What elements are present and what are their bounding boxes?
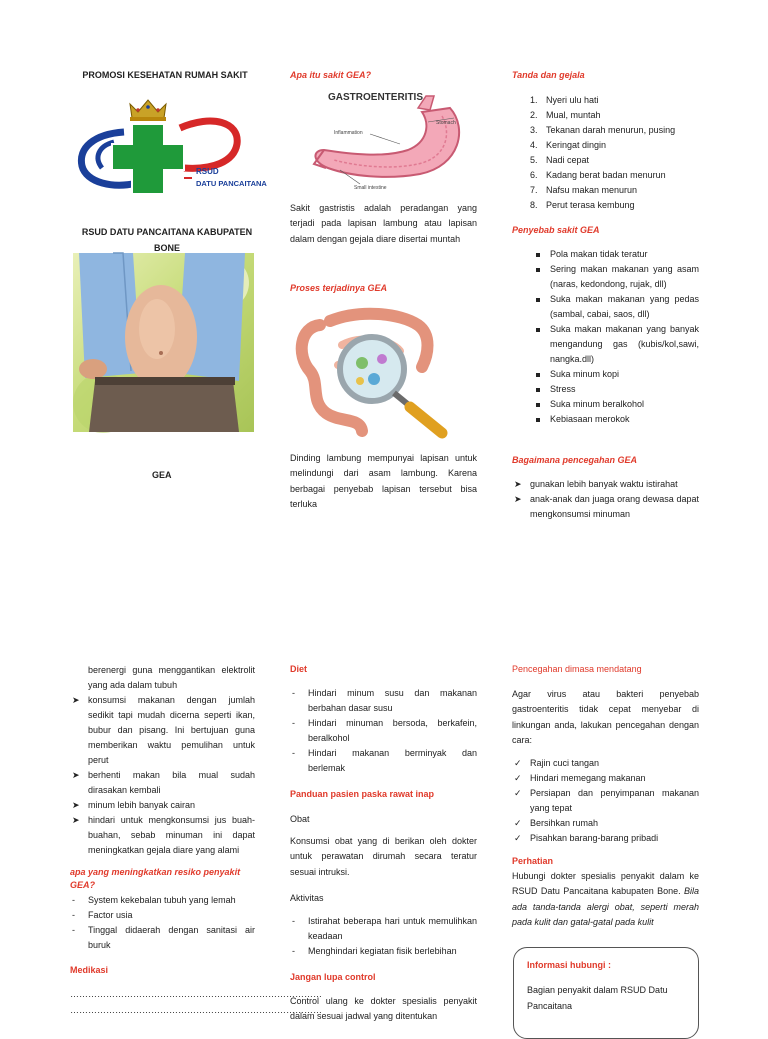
list-item: ➤ minum lebih banyak cairan <box>70 798 255 813</box>
attention-italic: Bila ada tanda-tanda alergi obat, seperti merah pada kulit dan gatal-gatal pada kulit <box>512 886 699 927</box>
list-item: 7. Nafsu makan menurun <box>530 185 638 195</box>
risk-list <box>70 893 255 953</box>
diagram-label-inflammation: Inflammation <box>334 130 363 136</box>
arrow-bullet-icon: ➤ <box>72 800 80 810</box>
contact-info-text: Bagian penyakit dalam RSUD Datu Pancaitana <box>527 985 668 1011</box>
list-item: ➤ berhenti makan bila mual sudah dirasakan kembali <box>72 770 255 795</box>
check-icon: ✓ <box>514 788 522 798</box>
list-item: Sering makan makanan yang asam (naras, kedondong, rujak, dll) <box>512 262 699 292</box>
list-item: Stress <box>512 382 699 397</box>
stomach-bloating-photo <box>73 253 254 432</box>
list-item: ➤ gunakan lebih banyak waktu istirahat <box>512 477 699 492</box>
risk-heading: apa yang meningkatkan resiko penyakit GEA? <box>70 867 241 890</box>
list-item: 5. Nadi cepat <box>530 155 590 165</box>
medication-heading: Medikasi <box>70 965 109 975</box>
list-item: 4. Keringat dingin <box>530 140 607 150</box>
gea-label: GEA <box>152 470 172 480</box>
list-item: Suka minum kopi <box>512 367 699 382</box>
causes-list <box>512 247 699 427</box>
list-item: ✓ Rajin cuci tangan <box>512 756 699 771</box>
attention-heading: Perhatian <box>512 856 554 866</box>
diagram-label-small-intestine: Small intestine <box>354 185 387 191</box>
prevention-heading: Bagaimana pencegahan GEA <box>512 455 638 465</box>
diet-heading: Diet <box>290 664 308 674</box>
hospital-name-line1: RSUD DATU PANCAITANA KABUPATEN <box>81 227 253 237</box>
header-promosi: PROMOSI KESEHATAN RUMAH SAKIT <box>82 70 248 80</box>
future-prevention-heading: Pencegahan dimasa mendatang <box>512 664 642 674</box>
list-item: Suka makan makanan yang banyak mengandung gas (kubis/kol,sawi, nangka.dll) <box>512 322 699 367</box>
list-item: ➤ konsumsi makanan dengan jumlah sedikit tapi mudah dicerna seperti ikan, bubur dan pisang. Ini bertujuan guna memberikan waktu pemulihan untuk perut <box>72 695 255 765</box>
medication-blank-line-1[interactable]: ………………………………………………………………………… <box>70 989 322 999</box>
diagram-label-stomach: Stomach <box>436 120 456 126</box>
list-item: - Tinggal didaerah dengan sanitasi air buruk <box>72 925 255 950</box>
list-item: - Hindari minum susu dan makanan berbahan dasar susu <box>292 688 477 713</box>
list-item: Pola makan tidak teratur <box>512 247 699 262</box>
medicine-subheading: Obat <box>290 814 310 824</box>
arrow-bullet-icon: ➤ <box>514 479 522 489</box>
continued-text: berenergi guna menggantikan elektrolit yang ada dalam tubuh <box>88 665 255 691</box>
prevention-list <box>512 477 699 522</box>
medication-blank-line-2[interactable]: ………………………………………………………………………… <box>70 1005 322 1015</box>
contact-info-title: Informasi hubungi : <box>527 960 611 970</box>
list-item: 3. Tekanan darah menurun, pusing <box>530 125 676 135</box>
list-item: ➤ anak-anak dan juaga orang dewasa dapat mengkonsumsi minuman <box>514 494 699 519</box>
question-what-is-gea: Apa itu sakit GEA? <box>290 70 372 80</box>
process-text: Dinding lambung mempunyai lapisan untuk melindungi dari asam lambung. Karena berbagai penyebab lapisan tersebut bisa terluka <box>290 453 477 509</box>
activity-subheading: Aktivitas <box>290 893 324 903</box>
crown-icon <box>130 100 166 121</box>
list-item: Suka minum beralkohol <box>512 397 699 412</box>
list-item: - Istirahat beberapa hari untuk memulihkan keadaan <box>292 916 477 941</box>
list-item: 2. Mual, muntah <box>530 110 601 120</box>
list-item: ✓ Hindari memegang makanan <box>512 771 699 786</box>
gea-definition: Sakit gastristis adalah peradangan yang terjadi pada lapisan lambung atau lapisan dalam dengan gejala diare disertai muntah <box>290 203 477 244</box>
arrow-bullet-icon: ➤ <box>72 770 80 780</box>
list-item: ➤ hindari untuk mengkonsumsi jus buah-buahan, sebab minuman ini dapat meningkatkan gejala diare yang alami <box>72 815 255 855</box>
diagram-title: GASTROENTERITIS <box>328 92 424 103</box>
process-heading: Proses terjadinya GEA <box>290 283 388 293</box>
hospital-name <box>72 224 262 256</box>
list-item: - Menghindari kegiatan fisik berlebihan <box>292 946 457 956</box>
list-item: ✓ Bersihkan rumah <box>512 816 699 831</box>
check-icon: ✓ <box>514 773 522 783</box>
control-heading: Jangan lupa control <box>290 972 376 982</box>
check-icon: ✓ <box>514 818 522 828</box>
check-icon: ✓ <box>514 833 522 843</box>
arrow-bullet-icon: ➤ <box>72 815 80 825</box>
signs-heading: Tanda dan gejala <box>512 70 585 80</box>
activity-list <box>290 914 477 959</box>
future-prevention-intro: Agar virus atau bakteri penyebab gastroenteritis tidak cepat menyebar di linkungan anda, lakukan pencegahan dengan cara: <box>512 689 699 745</box>
stomach-icon <box>314 96 459 177</box>
arrow-bullet-icon: ➤ <box>72 695 80 705</box>
list-item: - Hindari makanan berminyak dan berlemak <box>292 748 477 773</box>
attention-plain: Hubungi dokter spesialis penyakit dalam ke RSUD Datu Pancaitana kabupaten Bone. <box>512 871 699 897</box>
check-icon: ✓ <box>514 758 522 768</box>
prevention-checklist <box>512 756 699 846</box>
diet-list <box>290 686 477 776</box>
control-text: Control ulang ke dokter spesialis penyakit dalam sesuai jadwal yang ditentukan <box>290 996 477 1022</box>
contact-info-box <box>513 947 699 1039</box>
list-item: ✓ Persiapan dan penyimpanan makanan yang tepat <box>514 788 699 813</box>
attention-text <box>512 869 699 930</box>
list-item: 8. Perut terasa kembung <box>530 200 635 210</box>
logo-text-2: DATU PANCAITANA <box>196 179 267 188</box>
medicine-text: Konsumsi obat yang di berikan oleh dokter untuk perawatan dirumah secara teratur sesuai intruksi. <box>290 836 477 877</box>
logo-text-1: RSUD <box>196 167 219 176</box>
hospital-name-line2: BONE <box>153 243 180 253</box>
guide-heading: Panduan pasien paska rawat inap <box>290 789 435 799</box>
list-item: ✓ Pisahkan barang-barang pribadi <box>512 831 699 846</box>
list-item: Kebiasaan merokok <box>512 412 699 427</box>
list-item: - System kekebalan tubuh yang lemah <box>72 895 236 905</box>
hospital-logo <box>72 96 267 200</box>
arrow-bullet-icon: ➤ <box>514 494 522 504</box>
advice-list <box>70 693 255 858</box>
list-item: 6. Kadang berat badan menurun <box>530 170 666 180</box>
list-item: Suka makan makanan yang pedas (sambal, cabai, saos, dll) <box>512 292 699 322</box>
list-item: 1. Nyeri ulu hati <box>530 95 599 105</box>
list-item: - Factor usia <box>72 910 133 920</box>
signs-list <box>512 93 702 213</box>
list-item: - Hindari minuman bersoda, berkafein, beralkohol <box>292 718 477 743</box>
gastroenteritis-diagram <box>300 88 480 190</box>
causes-heading: Penyebab sakit GEA <box>512 225 600 235</box>
intestine-magnifier-image <box>290 305 455 443</box>
